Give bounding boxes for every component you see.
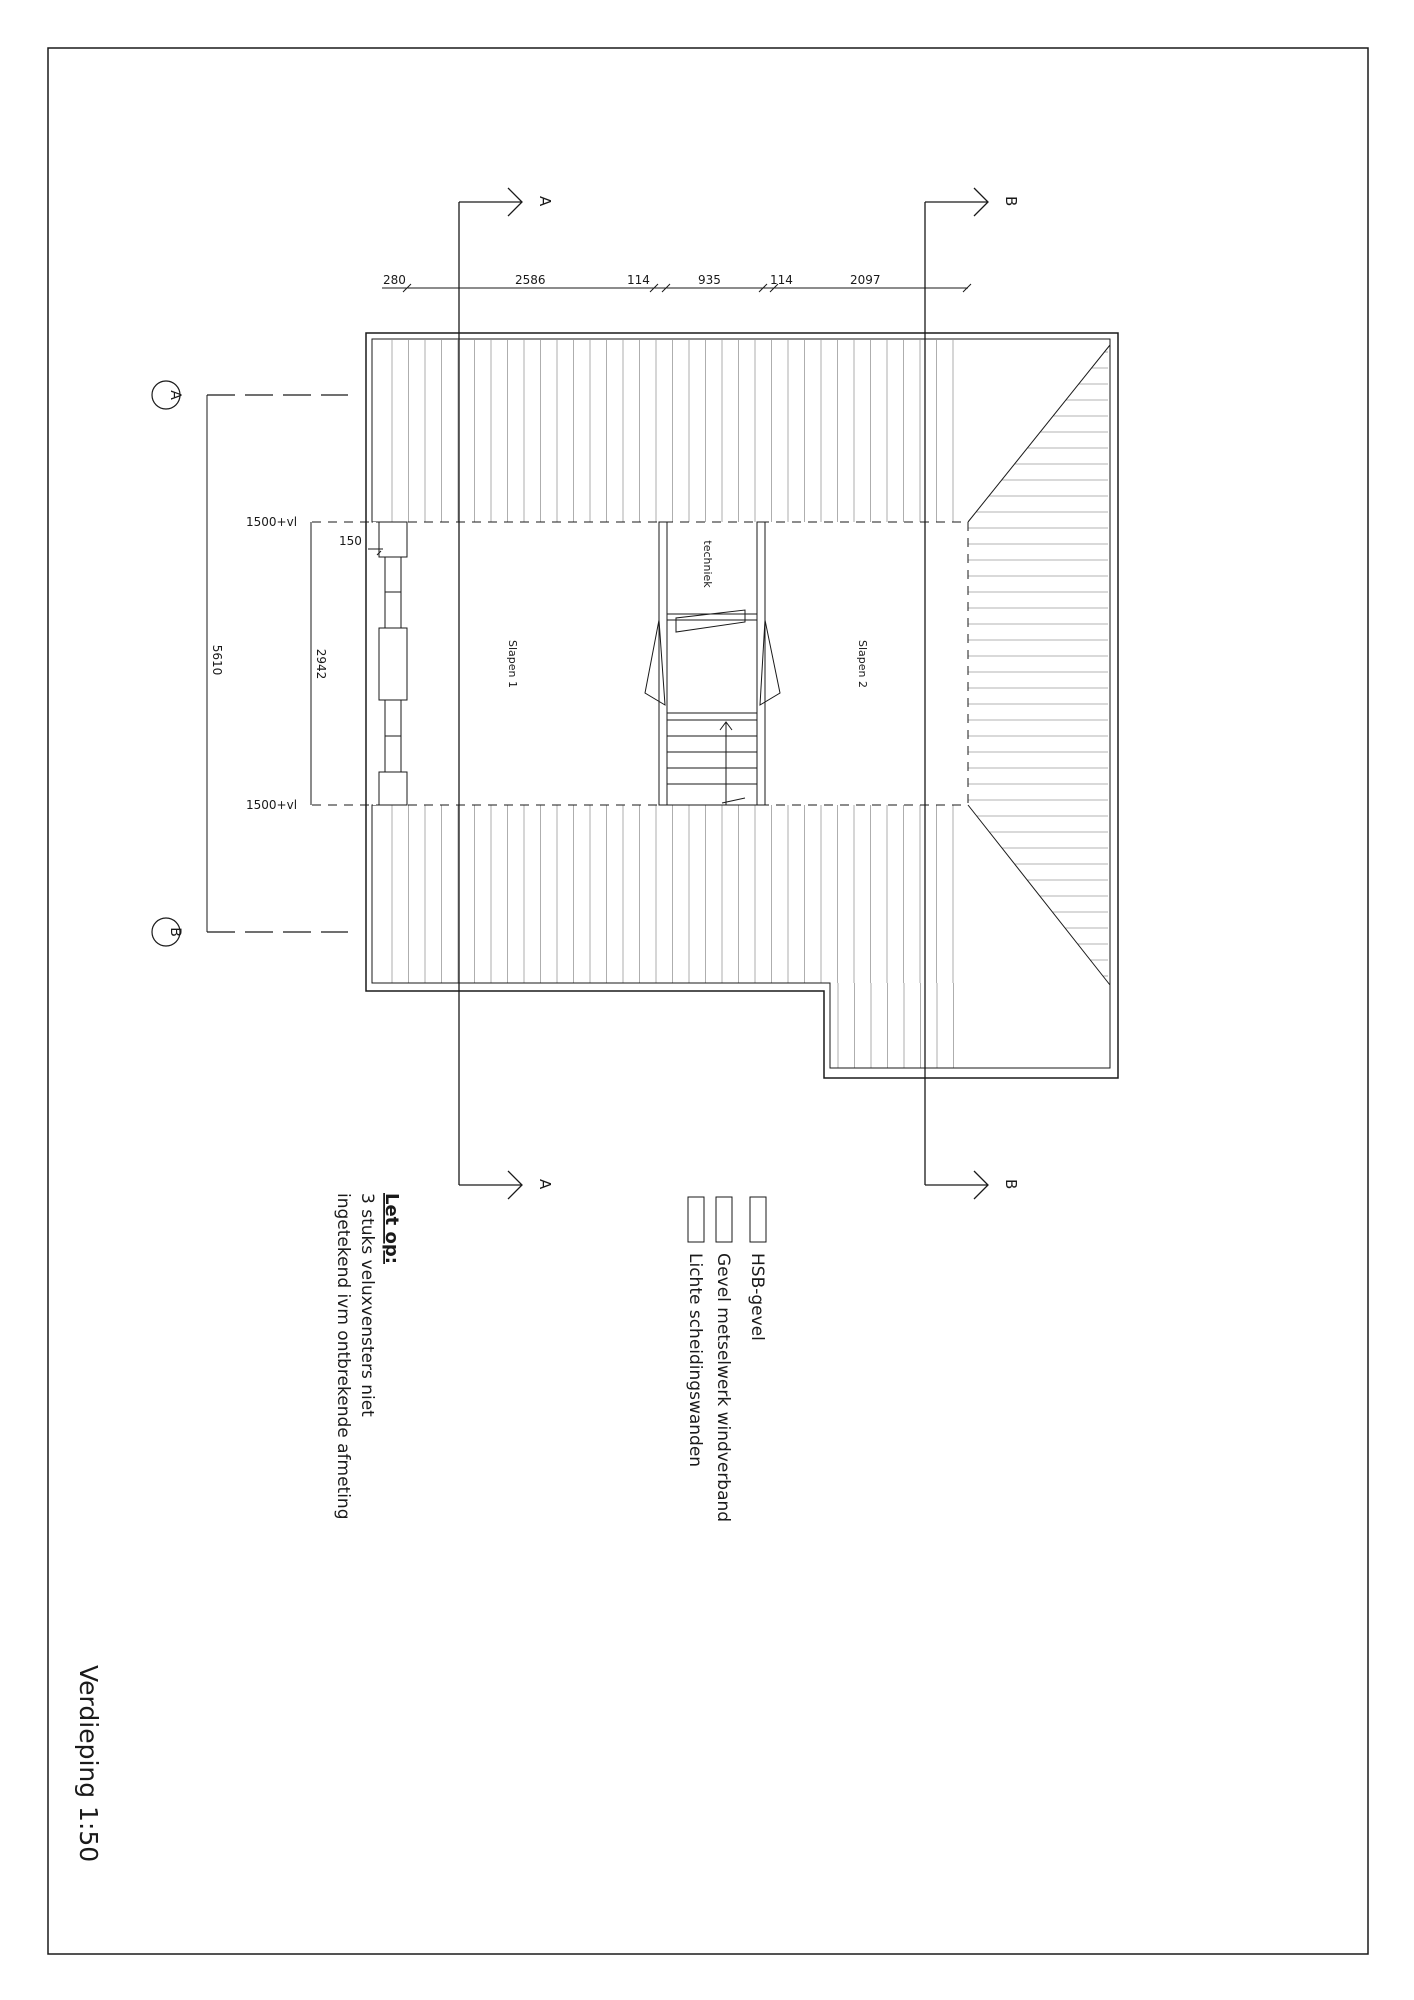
- dim-114-b: 114: [770, 273, 793, 287]
- room-label-slapen-1: Slapen 1: [506, 640, 519, 688]
- legend-label-scheidingswanden: Lichte scheidingswanden: [685, 1253, 705, 1468]
- dim-114-a: 114: [627, 273, 650, 287]
- legend-label-hsb: HSB-gevel: [747, 1253, 767, 1341]
- section-label-b-bottom: B: [1002, 1179, 1020, 1190]
- level-mark-bottom: 1500+vl: [246, 798, 298, 812]
- grid-label-a: A: [167, 390, 183, 400]
- page-title: Verdieping 1:50: [74, 1665, 103, 1863]
- note-heading: Let op:: [381, 1193, 402, 1264]
- dim-2586: 2586: [515, 273, 546, 287]
- section-label-a-top: A: [536, 196, 554, 207]
- dim-5610: 5610: [210, 644, 224, 676]
- legend-label-metselwerk: Gevel metselwerk windverband: [713, 1253, 733, 1523]
- dim-2097: 2097: [850, 273, 881, 287]
- hip-line-top: [968, 345, 1110, 522]
- room-label-techniek: techniek: [701, 540, 714, 588]
- note-line-2: ingetekend ivm ontbrekende afmeting: [333, 1193, 353, 1520]
- section-label-b-top: B: [1002, 196, 1020, 207]
- grid-label-b: B: [167, 927, 183, 937]
- note-line-1: 3 stuks veluxvensters niet: [357, 1193, 377, 1417]
- legend-swatch-scheidingswanden: [688, 1197, 704, 1242]
- dim-280: 280: [383, 273, 406, 287]
- dim-935: 935: [698, 273, 721, 287]
- top-dimension-line: [382, 284, 971, 292]
- dim-150: 150: [339, 534, 362, 548]
- legend-swatch-hsb: [750, 1197, 766, 1242]
- section-label-a-bottom: A: [536, 1179, 554, 1190]
- grid-axes: [152, 381, 383, 946]
- dim-2942: 2942: [314, 648, 328, 680]
- legend-swatch-metselwerk: [716, 1197, 732, 1242]
- sheet-border: [48, 48, 1368, 1954]
- room-label-slapen-2: Slapen 2: [856, 640, 869, 688]
- dormer-zone: [373, 522, 967, 805]
- level-mark-top: 1500+vl: [246, 515, 298, 529]
